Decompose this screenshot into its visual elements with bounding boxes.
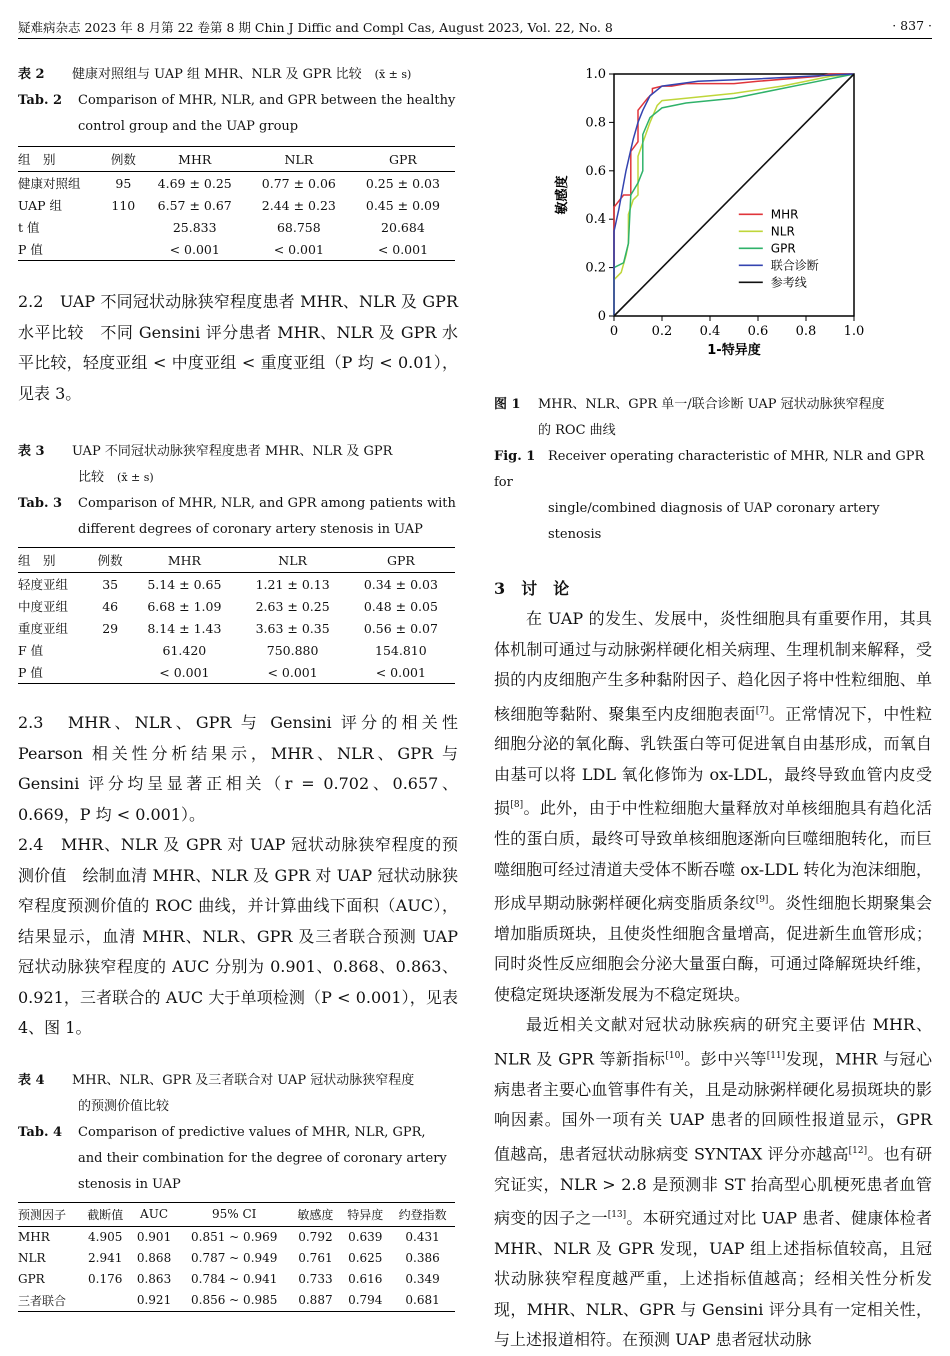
- table-cell: 0.25 ± 0.03: [365, 175, 440, 191]
- discussion-p1c: 。此外，由于中性粒细胞大量释放对单核细胞具有趋化活性的蛋白质，最终可导致单核细胞逐渐向巨噬细胞转化，而巨噬细胞可经过清道夫受体不断吞噬 ox-LDL 转化为泡沫细胞，形成早期动脉粥样硬化病变脂质条纹: [494, 798, 932, 913]
- table3: [18, 547, 455, 684]
- journal-header: 疑难病杂志 2023 年 8 月第 22 卷第 8 期 Chin J Diffic and Compl Cas, August 2023, Vol. 22, No. 8: [18, 20, 613, 35]
- x-tick-label: 0.2: [651, 324, 673, 339]
- table-cell: UAP 组: [18, 198, 63, 213]
- table-cell: 68.758: [276, 219, 321, 235]
- table3-title-cn-2: 比较: [78, 470, 105, 485]
- table-header-cell: NLR: [247, 147, 351, 172]
- legend-label: MHR: [770, 207, 799, 222]
- table-cell: 154.810: [375, 642, 427, 658]
- ref-11: [11]: [766, 1050, 786, 1061]
- x-tick-label: 0.6: [747, 324, 769, 339]
- table4-caption: [18, 1068, 458, 1198]
- left-column: [18, 62, 475, 1312]
- table-cell: 61.420: [162, 642, 207, 658]
- table-cell: 0.901: [136, 1230, 172, 1244]
- table-row: [18, 216, 455, 238]
- section-2-2-text: 2.2 UAP 不同冠状动脉狭窄程度患者 MHR、NLR 及 GPR 水平比较 不同 Gensini 评分患者 MHR、NLR 及 GPR 水平比较，轻度亚组 < 中度亚组 < 重度亚组（P 均 < 0.01），见表 3。: [18, 292, 458, 403]
- table-header-cell: MHR: [143, 147, 247, 172]
- table-cell: F 值: [18, 643, 44, 658]
- section-2-4-text: 2.4 MHR、NLR 及 GPR 对 UAP 冠状动脉狭窄程度的预测价值 绘制血清 MHR、NLR 及 GPR 对 UAP 冠状动脉狭窄程度预测价值的 ROC 曲线，并计算曲线下面积（AUC），结果显示，血清 MHR、NLR、GPR 及三者联合预测 UAP 冠状动脉狭窄程度的 AUC 分别为 0.901、0.868、0.863、0.921，三者联合的 AUC 大于单项检测（P < 0.001），见表 4、图 1。: [18, 835, 458, 1037]
- table-cell: < 0.001: [239, 661, 347, 684]
- discussion-p1b: 。正常情况下，中性粒细胞分泌的氧化酶、乳铁蛋白等可促进氧自由基形成，而氧自由基可以将 LDL 氧化修饰为 ox-LDL，最终导致血管内皮受损: [494, 703, 932, 818]
- table-cell: MHR: [18, 1230, 50, 1244]
- table4-title-en-1: Comparison of predictive values of MHR, NLR, GPR,: [78, 1124, 426, 1140]
- y-tick-label: 0.2: [585, 260, 606, 276]
- section-3-heading: 3 讨 论: [494, 579, 570, 598]
- table-header-cell: 预测因子: [18, 1202, 80, 1226]
- ref-9: [9]: [755, 895, 769, 906]
- table-cell: < 0.001: [347, 661, 455, 684]
- table-cell: < 0.001: [247, 238, 351, 261]
- table-header-cell: 约登指数: [390, 1202, 455, 1226]
- table-cell: 25.833: [172, 219, 217, 235]
- table3-title-en-1: Comparison of MHR, NLR, and GPR among patients with: [78, 496, 456, 511]
- y-axis-label: 敏感度: [555, 175, 570, 215]
- y-tick-label: 0.4: [585, 212, 606, 228]
- table-row: [18, 194, 455, 216]
- table-cell: 2.941: [88, 1251, 123, 1265]
- y-tick-label: 1.0: [585, 67, 606, 82]
- figure1-label: 图 1: [494, 397, 521, 412]
- table4-title-cn-1: MHR、NLR、GPR 及三者联合对 UAP 冠状动脉狭窄程度: [72, 1072, 415, 1088]
- table-header-cell: 组 别: [18, 147, 104, 172]
- table-cell: 健康对照组: [18, 176, 81, 191]
- table-header-cell: 敏感度: [291, 1202, 341, 1226]
- table3-caption: [18, 439, 458, 543]
- table-cell: 0.77 ± 0.06: [261, 175, 336, 191]
- table3-label-en: Tab. 3: [18, 496, 63, 511]
- table-row: [18, 661, 455, 684]
- discussion-p2d: 。也有研究证实，NLR > 2.8 是预测非 ST 抬高型心肌梗死患者血管病变的因子之一: [494, 1144, 932, 1228]
- table-cell: 35: [102, 576, 119, 592]
- table-cell: GPR: [18, 1272, 45, 1286]
- table-cell: 4.905: [88, 1230, 123, 1244]
- table-cell: t 值: [18, 220, 40, 235]
- ref-13: [13]: [607, 1210, 627, 1221]
- y-tick-label: 0.8: [585, 115, 606, 131]
- table-header-cell: 例数: [104, 147, 143, 172]
- legend-label: 联合诊断: [770, 258, 819, 273]
- roc-line-参考线: [614, 74, 854, 316]
- table-cell: 0.851 ~ 0.969: [191, 1230, 278, 1244]
- table-cell: 0.887: [291, 1290, 341, 1312]
- table-cell: 中度亚组: [18, 599, 69, 614]
- table-cell: [90, 639, 130, 661]
- table-cell: 6.57 ± 0.67: [157, 197, 232, 213]
- table2-caption: [18, 62, 458, 140]
- table-cell: 0.868: [136, 1251, 172, 1265]
- table-cell: 0.733: [298, 1272, 333, 1286]
- roc-chart: [494, 56, 932, 376]
- table2-title-en-2: control group and the UAP group: [78, 119, 299, 134]
- table-header-cell: NLR: [239, 548, 347, 573]
- figure1-label-en: Fig. 1: [494, 449, 536, 464]
- table-header-cell: GPR: [351, 147, 455, 172]
- x-axis-label: 1-特异度: [707, 343, 761, 358]
- table-cell: 1.21 ± 0.13: [255, 576, 330, 592]
- section-2-2: [18, 287, 458, 409]
- table-cell: 0.616: [348, 1272, 383, 1286]
- table-row: [18, 1226, 455, 1248]
- ref-8: [8]: [510, 800, 524, 811]
- table-cell: 重度亚组: [18, 621, 69, 636]
- table-row: [18, 172, 455, 195]
- table-header-cell: 特异度: [340, 1202, 390, 1226]
- table-cell: 0.349: [405, 1272, 440, 1286]
- table-cell: 0.761: [298, 1251, 333, 1265]
- discussion-p2c: 发现，MHR 与冠心病患者主要心血管事件有关，且是动脉粥样硬化易损斑块的影响因素。国外一项有关 UAP 患者的回顾性报道显示，GPR 值越高，患者冠状动脉病变 SYNTAX 评分亦越高: [494, 1049, 932, 1164]
- table-cell: 2.44 ± 0.23: [261, 197, 336, 213]
- table-cell: P 值: [18, 238, 104, 261]
- ref-12: [12]: [848, 1145, 868, 1156]
- table4-label: 表 4: [18, 1072, 45, 1088]
- table-row: [18, 1290, 455, 1312]
- table-cell: [104, 238, 143, 261]
- table-header-cell: MHR: [130, 548, 238, 573]
- running-header: [18, 18, 932, 36]
- table-cell: 0.625: [348, 1251, 383, 1265]
- ref-10: [10]: [665, 1050, 684, 1061]
- table-row: [18, 639, 455, 661]
- table-cell: 95: [115, 175, 132, 191]
- table2-label-en: Tab. 2: [18, 93, 63, 108]
- figure1-caption-cn-1: MHR、NLR、GPR 单一/联合诊断 UAP 冠状动脉狭窄程度: [538, 397, 885, 412]
- x-tick-label: 0.8: [795, 324, 817, 339]
- table2-label: 表 2: [18, 67, 45, 82]
- figure1-caption-en-2: single/combined diagnosis of UAP coronary artery stenosis: [548, 501, 880, 542]
- table-cell: 750.880: [266, 642, 319, 658]
- table-cell: 4.69 ± 0.25: [157, 175, 232, 191]
- table-cell: 0.784 ~ 0.941: [191, 1272, 278, 1286]
- table-cell: 0.45 ± 0.09: [365, 197, 440, 213]
- x-tick-label: 0.4: [699, 324, 721, 339]
- table-header-cell: AUC: [130, 1202, 178, 1226]
- table-cell: [90, 661, 130, 684]
- discussion-p2: 最近相关文献对冠状动脉疾病的研究主要评估 MHR、NLR 及 GPR 等新指标: [494, 1015, 932, 1069]
- table4-title-en-2: and their combination for the degree of coronary artery: [78, 1150, 447, 1166]
- table-cell: 8.14 ± 1.43: [147, 620, 222, 636]
- discussion-text: [494, 604, 932, 1356]
- table-cell: < 0.001: [143, 238, 247, 261]
- y-tick-label: 0: [597, 309, 606, 324]
- table-cell: 20.684: [381, 219, 425, 235]
- table-cell: 轻度亚组: [18, 577, 69, 592]
- legend-label: GPR: [770, 241, 796, 256]
- table-cell: 0.431: [405, 1230, 440, 1244]
- x-tick-label: 0: [609, 324, 619, 339]
- table-header-cell: GPR: [347, 548, 455, 573]
- section-2-3: [18, 708, 475, 1044]
- table3-stat: (x̄ ± s): [117, 471, 154, 484]
- table2-title-cn: 健康对照组与 UAP 组 MHR、NLR 及 GPR 比较: [72, 67, 362, 82]
- table2: [18, 146, 455, 261]
- table-cell: 46: [102, 598, 119, 614]
- table-cell: < 0.001: [351, 238, 455, 261]
- y-tick-label: 0.6: [585, 163, 606, 179]
- table4-label-en: Tab. 4: [18, 1124, 63, 1140]
- table-cell: 0.176: [88, 1272, 123, 1286]
- table3-title-cn-1: UAP 不同冠状动脉狭窄程度患者 MHR、NLR 及 GPR: [72, 444, 393, 459]
- table-cell: < 0.001: [130, 661, 238, 684]
- table3-label: 表 3: [18, 444, 45, 459]
- discussion-p1: 在 UAP 的发生、发展中，炎性细胞具有重要作用，其具体机制可通过与动脉粥样硬化相关病理、生理机制来解释，受损的内皮细胞产生多种黏附因子、趋化因子将中性粒细胞、单核细胞等黏附、聚集至内皮细胞表面: [494, 609, 932, 723]
- x-tick-label: 1.0: [843, 324, 865, 339]
- table-header-cell: 95% CI: [178, 1202, 291, 1226]
- table-cell: [80, 1290, 130, 1312]
- table-cell: 110: [111, 197, 136, 213]
- discussion-p1d: 。炎性细胞长期聚集会增加脂质斑块，且使炎性细胞含量增高，促进新生血管形成；同时炎性反应细胞会分泌大量蛋白酶，可通过降解斑块纤维，使稳定斑块逐渐发展为不稳定斑块。: [494, 893, 932, 1004]
- section-2-3-text: 2.3 MHR、NLR、GPR 与 Gensini 评分的相关性 Pearson 相关性分析结果示，MHR、NLR、GPR 与 Gensini 评分均呈显著正相关（r = 0.702、0.657、0.669，P 均 < 0.001）。: [18, 713, 475, 824]
- table-cell: 0.639: [348, 1230, 383, 1244]
- page-number: · 837 ·: [892, 18, 932, 33]
- header-rule: [18, 38, 932, 39]
- figure1-caption: [494, 392, 932, 548]
- discussion-p2b: 。彭中兴等: [683, 1049, 767, 1069]
- right-column: [494, 56, 932, 1356]
- table-row: [18, 1269, 455, 1290]
- table4-title-cn-2: 的预测价值比较: [78, 1098, 170, 1114]
- table-cell: 0.921: [130, 1290, 178, 1312]
- ref-7: [7]: [755, 705, 769, 716]
- table-row: [18, 573, 455, 596]
- table3-title-en-2: different degrees of coronary artery stenosis in UAP: [78, 522, 423, 537]
- table-cell: 0.48 ± 0.05: [363, 598, 438, 614]
- table-cell: 3.63 ± 0.35: [255, 620, 330, 636]
- table-cell: 0.787 ~ 0.949: [191, 1251, 278, 1265]
- figure1-caption-cn-2: 的 ROC 曲线: [538, 423, 616, 438]
- table-cell: NLR: [18, 1251, 46, 1265]
- table2-title-en-1: Comparison of MHR, NLR, and GPR between the healthy: [78, 93, 456, 108]
- table-header-cell: 截断值: [80, 1202, 130, 1226]
- discussion-p2e: 。本研究通过对比 UAP 患者、健康体检者 MHR、NLR 及 GPR 发现，UAP 组上述指标值较高，且冠状动脉狭窄程度越严重，上述指标值越高；经相关性分析发现，MHR、NLR、GPR 与 Gensini 评分具有一定相关性，与上述报道相符。在预测 UAP 患者冠状动脉: [494, 1208, 932, 1350]
- table-cell: 0.681: [390, 1290, 455, 1312]
- table2-stat: (x̄ ± s): [374, 68, 412, 81]
- figure1-caption-en-1: Receiver operating characteristic of MHR, NLR and GPR for: [494, 449, 925, 490]
- table-cell: 0.386: [405, 1251, 440, 1265]
- table-cell: 0.794: [340, 1290, 390, 1312]
- table-cell: 0.34 ± 0.03: [363, 576, 438, 592]
- table-cell: 0.56 ± 0.07: [363, 620, 438, 636]
- table-row: [18, 595, 455, 617]
- table-cell: 2.63 ± 0.25: [255, 598, 330, 614]
- legend-label: 参考线: [770, 275, 807, 290]
- table-row: [18, 1248, 455, 1269]
- table-cell: 0.863: [136, 1272, 172, 1286]
- table-cell: 0.856 ~ 0.985: [178, 1290, 291, 1312]
- table4-title-en-3: stenosis in UAP: [78, 1176, 181, 1192]
- table-cell: 三者联合: [18, 1290, 80, 1312]
- table-row: [18, 238, 455, 261]
- table4: [18, 1202, 455, 1312]
- table-row: [18, 617, 455, 639]
- table-cell: 0.792: [298, 1230, 333, 1244]
- table-header-cell: 组 别: [18, 548, 90, 573]
- table-cell: 5.14 ± 0.65: [147, 576, 222, 592]
- table-header-cell: 例数: [90, 548, 130, 573]
- table-cell: [104, 216, 143, 238]
- legend-label: NLR: [770, 224, 795, 239]
- table-cell: 29: [102, 620, 119, 636]
- table-cell: 6.68 ± 1.09: [147, 598, 222, 614]
- table-cell: P 值: [18, 661, 90, 684]
